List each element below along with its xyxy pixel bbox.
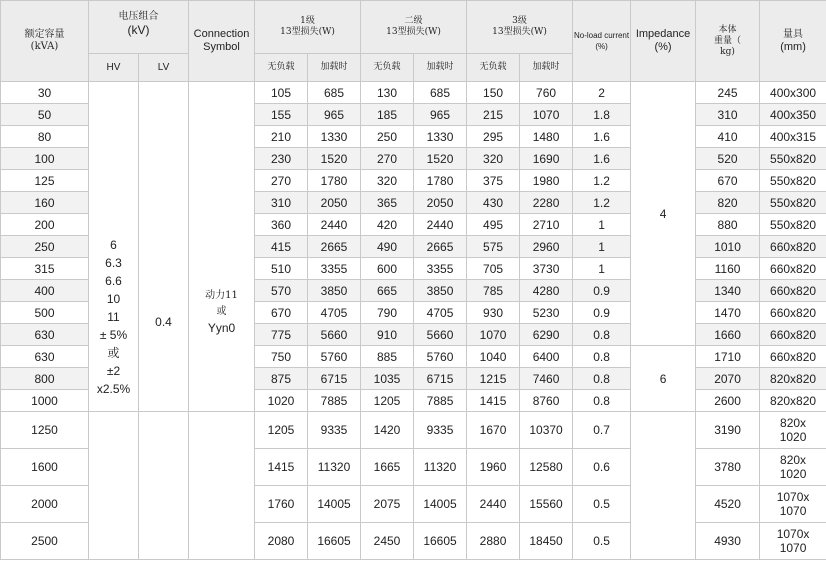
loss-cell: 1330 [308, 126, 361, 148]
loss-cell: 1035 [361, 368, 414, 390]
loss-cell: 2960 [520, 236, 573, 258]
loss-cell: 1330 [414, 126, 467, 148]
loss-cell: 495 [467, 214, 520, 236]
gauge-value: 660x820 [770, 327, 817, 342]
no-load-current-cell: 1.2 [573, 170, 631, 192]
loss-cell: 365 [361, 192, 414, 214]
connection-value: Yyn0 [207, 320, 236, 335]
loss-cell: 1670 [467, 412, 520, 449]
capacity-cell: 2000 [1, 486, 89, 523]
hv-value: 或 [107, 345, 120, 360]
loss-cell: 320 [361, 170, 414, 192]
gauge-value: 1020 [779, 430, 807, 444]
loss-cell: 685 [414, 82, 467, 104]
hv-value: 11 [107, 309, 120, 324]
capacity-cell: 1250 [1, 412, 89, 449]
loss-cell: 1665 [361, 449, 414, 486]
weight-cell: 1160 [696, 258, 760, 280]
impedance-header: Impedance (%) [631, 1, 696, 82]
loss-cell: 185 [361, 104, 414, 126]
capacity-cell: 50 [1, 104, 89, 126]
loss-cell: 310 [255, 192, 308, 214]
loss-cell: 14005 [414, 486, 467, 523]
capacity-cell: 630 [1, 346, 89, 368]
no-load-current-cell: 0.5 [573, 486, 631, 523]
loss-cell: 11320 [414, 449, 467, 486]
gauge-value: 820x820 [770, 371, 817, 386]
capacity-cell: 1000 [1, 390, 89, 412]
loss-cell: 6400 [520, 346, 573, 368]
loss-cell: 575 [467, 236, 520, 258]
weight-cell: 1660 [696, 324, 760, 346]
loss-cell: 320 [467, 148, 520, 170]
weight-header: 本体 重量（ kg) [696, 1, 760, 82]
loss-cell: 965 [414, 104, 467, 126]
gauge-value: 550x820 [770, 151, 817, 166]
loss-cell: 1480 [520, 126, 573, 148]
loss-cell: 2440 [467, 486, 520, 523]
loss-cell: 3355 [308, 258, 361, 280]
loss-cell: 295 [467, 126, 520, 148]
loss-cell: 3730 [520, 258, 573, 280]
loss-cell: 1780 [308, 170, 361, 192]
capacity-cell: 1600 [1, 449, 89, 486]
loss-cell: 2710 [520, 214, 573, 236]
loss-cell: 430 [467, 192, 520, 214]
grade3-load-header: 加载时 [520, 54, 573, 82]
loss-cell: 155 [255, 104, 308, 126]
gauge-cell [760, 449, 826, 486]
gauge-value: 820x [780, 416, 807, 430]
grade2-no-load-header: 无负载 [361, 54, 414, 82]
loss-cell: 1040 [467, 346, 520, 368]
loss-cell: 3850 [308, 280, 361, 302]
loss-cell: 210 [255, 126, 308, 148]
loss-cell: 2440 [414, 214, 467, 236]
loss-cell: 5760 [414, 346, 467, 368]
loss-cell: 375 [467, 170, 520, 192]
loss-cell: 2440 [308, 214, 361, 236]
hv-value: ±2 [106, 363, 121, 378]
loss-cell: 885 [361, 346, 414, 368]
grade3-header: 3级 13型损失(W) [467, 1, 573, 54]
capacity-cell: 160 [1, 192, 89, 214]
loss-cell: 775 [255, 324, 308, 346]
gauge-cell [760, 412, 826, 449]
gauge-value: 1070 [779, 541, 807, 555]
gauge-value: 660x820 [770, 305, 817, 320]
capacity-cell: 500 [1, 302, 89, 324]
loss-cell: 1520 [414, 148, 467, 170]
weight-cell: 880 [696, 214, 760, 236]
gauge-value: 660x820 [770, 283, 817, 298]
gauge-value: 1070x [776, 527, 810, 541]
loss-cell: 2075 [361, 486, 414, 523]
gauge-value: 550x820 [770, 217, 817, 232]
gauge-value: 550x820 [770, 195, 817, 210]
loss-cell: 1020 [255, 390, 308, 412]
weight-cell: 820 [696, 192, 760, 214]
loss-cell: 1420 [361, 412, 414, 449]
gauge-cell [760, 280, 826, 302]
weight-cell: 3190 [696, 412, 760, 449]
loss-cell: 1780 [414, 170, 467, 192]
gauge-cell [760, 192, 826, 214]
capacity-cell: 630 [1, 324, 89, 346]
gauge-cell [760, 486, 826, 523]
no-load-current-cell: 0.8 [573, 324, 631, 346]
gauge-value: 660x820 [770, 239, 817, 254]
weight-cell: 1470 [696, 302, 760, 324]
capacity-cell: 125 [1, 170, 89, 192]
hv-empty-cell [89, 412, 139, 560]
gauge-value: 820x820 [770, 393, 817, 408]
loss-cell: 415 [255, 236, 308, 258]
gauge-cell [760, 368, 826, 390]
loss-cell: 1205 [361, 390, 414, 412]
table-body [1, 82, 826, 560]
loss-cell: 670 [255, 302, 308, 324]
weight-cell: 4930 [696, 523, 760, 560]
gauge-cell [760, 523, 826, 560]
loss-cell: 510 [255, 258, 308, 280]
gauge-value: 1020 [779, 467, 807, 481]
gauge-cell [760, 126, 826, 148]
loss-cell: 490 [361, 236, 414, 258]
weight-cell: 670 [696, 170, 760, 192]
weight-cell: 520 [696, 148, 760, 170]
weight-cell: 1010 [696, 236, 760, 258]
gauge-cell [760, 104, 826, 126]
loss-cell: 14005 [308, 486, 361, 523]
no-load-current-cell: 1.2 [573, 192, 631, 214]
gauge-cell [760, 82, 826, 104]
weight-cell: 1340 [696, 280, 760, 302]
gauge-header: 量具 (mm) [760, 1, 826, 82]
connection-symbol-header: Connection Symbol [189, 1, 255, 82]
loss-cell: 665 [361, 280, 414, 302]
gauge-value: 400x350 [770, 107, 817, 122]
loss-cell: 2280 [520, 192, 573, 214]
loss-cell: 2050 [308, 192, 361, 214]
loss-cell: 7885 [414, 390, 467, 412]
loss-cell: 215 [467, 104, 520, 126]
no-load-current-cell: 1 [573, 236, 631, 258]
hv-values-cell [89, 82, 139, 412]
weight-cell: 1710 [696, 346, 760, 368]
loss-cell: 760 [520, 82, 573, 104]
loss-cell: 420 [361, 214, 414, 236]
capacity-cell: 315 [1, 258, 89, 280]
loss-cell: 2050 [414, 192, 467, 214]
loss-cell: 15560 [520, 486, 573, 523]
loss-cell: 875 [255, 368, 308, 390]
capacity-cell: 400 [1, 280, 89, 302]
loss-cell: 5660 [308, 324, 361, 346]
loss-cell: 1415 [255, 449, 308, 486]
no-load-current-cell: 0.7 [573, 412, 631, 449]
loss-cell: 8760 [520, 390, 573, 412]
loss-cell: 12580 [520, 449, 573, 486]
lv-empty-cell [139, 412, 189, 560]
loss-cell: 600 [361, 258, 414, 280]
loss-cell: 785 [467, 280, 520, 302]
loss-cell: 6715 [308, 368, 361, 390]
loss-cell: 5660 [414, 324, 467, 346]
weight-cell: 3780 [696, 449, 760, 486]
weight-cell: 410 [696, 126, 760, 148]
loss-cell: 2080 [255, 523, 308, 560]
loss-cell: 11320 [308, 449, 361, 486]
gauge-cell [760, 324, 826, 346]
loss-cell: 1215 [467, 368, 520, 390]
loss-cell: 965 [308, 104, 361, 126]
no-load-current-cell: 1.6 [573, 148, 631, 170]
loss-cell: 9335 [414, 412, 467, 449]
no-load-current-header: No-load current (%) [573, 1, 631, 82]
loss-cell: 270 [361, 148, 414, 170]
gauge-cell [760, 302, 826, 324]
gauge-value: 400x300 [770, 85, 817, 100]
loss-cell: 5230 [520, 302, 573, 324]
loss-cell: 250 [361, 126, 414, 148]
grade3-no-load-header: 无负载 [467, 54, 520, 82]
gauge-cell [760, 258, 826, 280]
impedance-empty-cell [631, 412, 696, 560]
impedance-value-a-cell: 4 [631, 82, 696, 346]
loss-cell: 270 [255, 170, 308, 192]
gauge-cell [760, 390, 826, 412]
loss-cell: 360 [255, 214, 308, 236]
gauge-value: 660x820 [770, 261, 817, 276]
connection-value: 或 [216, 305, 227, 317]
hv-value: 6.6 [105, 273, 122, 288]
loss-cell: 790 [361, 302, 414, 324]
loss-cell: 1690 [520, 148, 573, 170]
weight-cell: 245 [696, 82, 760, 104]
loss-cell: 1760 [255, 486, 308, 523]
hv-value: 6.3 [105, 255, 122, 270]
voltage-combo-header: 电压组合 (kV) [89, 1, 189, 54]
connection-empty-cell [189, 412, 255, 560]
no-load-current-cell: 0.6 [573, 449, 631, 486]
loss-cell: 6715 [414, 368, 467, 390]
loss-cell: 910 [361, 324, 414, 346]
loss-cell: 2450 [361, 523, 414, 560]
capacity-cell: 250 [1, 236, 89, 258]
impedance-value-b-cell: 6 [631, 346, 696, 412]
loss-cell: 685 [308, 82, 361, 104]
hv-value: x2.5% [96, 381, 131, 396]
no-load-current-cell: 0.8 [573, 368, 631, 390]
gauge-value: 400x315 [770, 129, 817, 144]
loss-cell: 750 [255, 346, 308, 368]
loss-cell: 1205 [255, 412, 308, 449]
capacity-cell: 30 [1, 82, 89, 104]
no-load-current-cell: 0.5 [573, 523, 631, 560]
hv-value: 10 [106, 291, 121, 306]
loss-cell: 230 [255, 148, 308, 170]
gauge-value: 820x [780, 453, 807, 467]
loss-cell: 16605 [308, 523, 361, 560]
hv-value: ± 5% [99, 327, 128, 342]
grade1-no-load-header: 无负载 [255, 54, 308, 82]
gauge-cell [760, 236, 826, 258]
grade2-header: 二级 13型损失(W) [361, 1, 467, 54]
weight-cell: 2070 [696, 368, 760, 390]
loss-cell: 2665 [308, 236, 361, 258]
loss-cell: 9335 [308, 412, 361, 449]
connection-value: 动力11 [205, 289, 238, 301]
loss-cell: 130 [361, 82, 414, 104]
weight-cell: 4520 [696, 486, 760, 523]
loss-cell: 10370 [520, 412, 573, 449]
no-load-current-cell: 1.8 [573, 104, 631, 126]
capacity-cell: 2500 [1, 523, 89, 560]
loss-cell: 570 [255, 280, 308, 302]
loss-cell: 4280 [520, 280, 573, 302]
no-load-current-cell: 1.6 [573, 126, 631, 148]
loss-cell: 1520 [308, 148, 361, 170]
grade2-load-header: 加载时 [414, 54, 467, 82]
loss-cell: 1070 [467, 324, 520, 346]
table-row [1, 412, 826, 449]
loss-cell: 2880 [467, 523, 520, 560]
table-row [1, 82, 826, 104]
loss-cell: 3850 [414, 280, 467, 302]
no-load-current-cell: 0.8 [573, 346, 631, 368]
loss-cell: 1070 [520, 104, 573, 126]
lv-value-cell: 0.4 [139, 82, 189, 412]
connection-values-cell [189, 82, 255, 412]
capacity-cell: 100 [1, 148, 89, 170]
weight-cell: 2600 [696, 390, 760, 412]
no-load-current-cell: 1 [573, 214, 631, 236]
loss-cell: 5760 [308, 346, 361, 368]
capacity-cell: 200 [1, 214, 89, 236]
gauge-cell [760, 346, 826, 368]
lv-header: LV [139, 54, 189, 82]
gauge-value: 550x820 [770, 173, 817, 188]
gauge-cell [760, 170, 826, 192]
no-load-current-cell: 2 [573, 82, 631, 104]
hv-value: 6 [110, 237, 117, 252]
loss-cell: 1960 [467, 449, 520, 486]
loss-cell: 16605 [414, 523, 467, 560]
capacity-cell: 80 [1, 126, 89, 148]
no-load-current-cell: 0.9 [573, 302, 631, 324]
grade1-load-header: 加载时 [308, 54, 361, 82]
loss-cell: 7460 [520, 368, 573, 390]
loss-cell: 930 [467, 302, 520, 324]
loss-cell: 4705 [414, 302, 467, 324]
no-load-current-cell: 0.8 [573, 390, 631, 412]
grade1-header: 1级 13型损失(W) [255, 1, 361, 54]
loss-cell: 105 [255, 82, 308, 104]
loss-cell: 7885 [308, 390, 361, 412]
capacity-cell: 800 [1, 368, 89, 390]
gauge-cell [760, 148, 826, 170]
hv-header: HV [89, 54, 139, 82]
loss-cell: 6290 [520, 324, 573, 346]
loss-cell: 3355 [414, 258, 467, 280]
weight-cell: 310 [696, 104, 760, 126]
loss-cell: 2665 [414, 236, 467, 258]
loss-cell: 1980 [520, 170, 573, 192]
gauge-value: 1070x [776, 490, 810, 504]
no-load-current-cell: 1 [573, 258, 631, 280]
no-load-current-cell: 0.9 [573, 280, 631, 302]
loss-cell: 150 [467, 82, 520, 104]
loss-cell: 18450 [520, 523, 573, 560]
loss-cell: 705 [467, 258, 520, 280]
gauge-cell [760, 214, 826, 236]
gauge-value: 660x820 [770, 349, 817, 364]
capacity-header: 额定容量 (kVA) [1, 1, 89, 82]
loss-cell: 1415 [467, 390, 520, 412]
loss-cell: 4705 [308, 302, 361, 324]
gauge-value: 1070 [779, 504, 807, 518]
